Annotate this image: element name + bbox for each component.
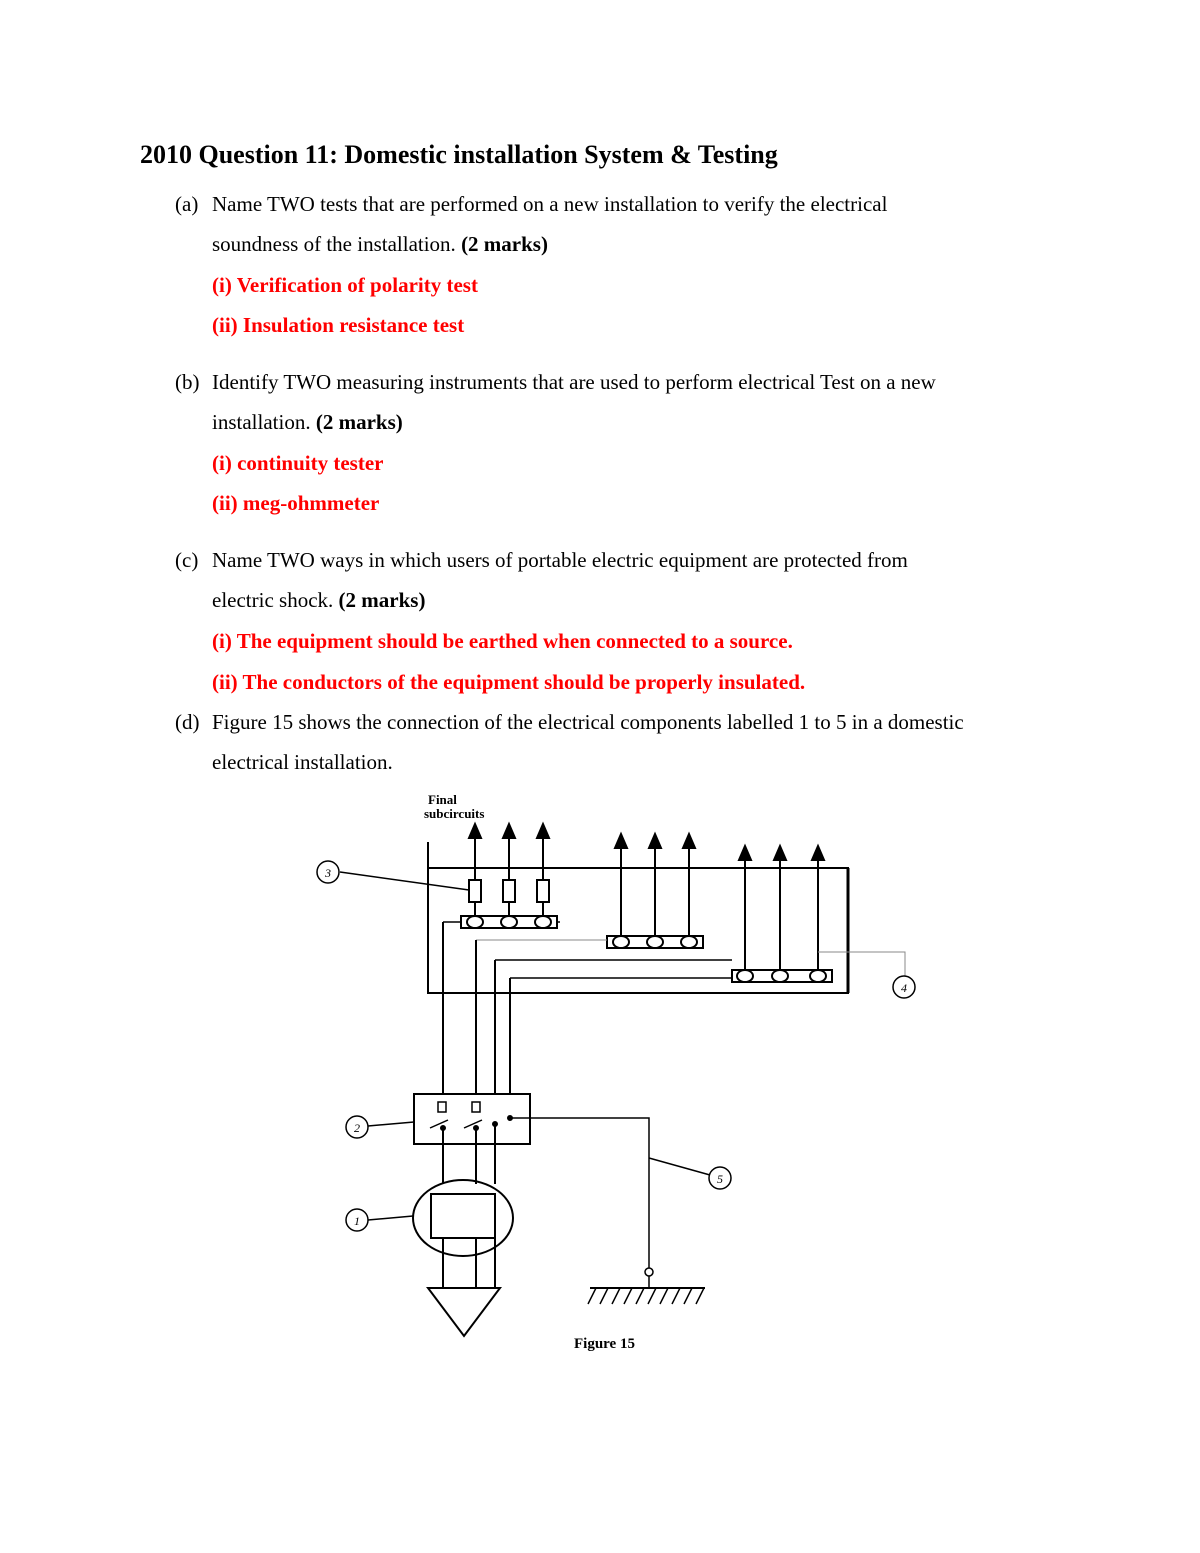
subcircuit-group-1 xyxy=(461,824,557,928)
question-d-label: (d) xyxy=(175,710,200,734)
supply-cable-head xyxy=(428,1288,500,1336)
figure-heading-line2: subcircuits xyxy=(424,806,485,821)
arrow-icon xyxy=(615,834,627,848)
svg-text:4: 4 xyxy=(901,981,907,995)
fuse xyxy=(469,880,481,902)
page-title: 2010 Question 11: Domestic installation System & Testing xyxy=(140,140,778,169)
question-b-marks: (2 marks) xyxy=(315,410,403,434)
question-a-text: soundness of the installation. xyxy=(212,232,456,256)
svg-text:1: 1 xyxy=(354,1214,360,1228)
question-d-text-line1: Figure 15 shows the connection of the electrical components labelled 1 to 5 in a domestic xyxy=(212,710,964,734)
question-a-text-line2 xyxy=(212,232,548,257)
arrow-icon xyxy=(683,834,695,848)
terminal-bar-2 xyxy=(607,936,703,948)
arrow-icon xyxy=(649,834,661,848)
question-c-text-line2 xyxy=(212,588,425,613)
answer-b-i: (i) continuity tester xyxy=(212,451,384,475)
label-5 xyxy=(709,1167,731,1189)
question-c-text: electric shock. xyxy=(212,588,334,612)
question-a-marks: (2 marks) xyxy=(461,232,548,256)
question-a-label: (a) xyxy=(175,192,199,216)
terminal-bar-3 xyxy=(732,970,832,982)
answer-b-ii: (ii) meg-ohmmeter xyxy=(212,491,380,515)
label-3 xyxy=(317,861,339,883)
answer-c-i: (i) The equipment should be earthed when connected to a source. xyxy=(212,629,793,653)
answer-c-ii: (ii) The conductors of the equipment should be properly insulated. xyxy=(212,670,806,694)
svg-text:2: 2 xyxy=(354,1121,360,1135)
figure-heading-line1: Final xyxy=(428,792,457,807)
svg-text:3: 3 xyxy=(325,866,331,880)
subcircuit-group-3 xyxy=(732,846,832,982)
arrow-icon xyxy=(774,846,786,860)
fuse xyxy=(537,880,549,902)
arrow-icon xyxy=(739,846,751,860)
meter xyxy=(431,1194,495,1238)
fuse xyxy=(503,880,515,902)
earth-electrode xyxy=(588,1288,705,1304)
question-c-label: (c) xyxy=(175,548,199,572)
figure-caption: Figure 15 xyxy=(574,1336,635,1352)
meter-enclosure xyxy=(413,1180,513,1256)
question-b-text-line1: Identify TWO measuring instruments that are used to perform electrical Test on a new xyxy=(212,370,936,394)
question-a-text-line1: Name TWO tests that are performed on a new installation to verify the electrical xyxy=(212,192,888,216)
terminal-bar-1 xyxy=(461,916,557,928)
arrow-icon xyxy=(537,824,549,838)
arrow-icon xyxy=(503,824,515,838)
label-2 xyxy=(346,1116,368,1138)
label-1 xyxy=(346,1209,368,1231)
question-c-text-line1: Name TWO ways in which users of portable electric equipment are protected from xyxy=(212,548,908,572)
answer-a-ii: (ii) Insulation resistance test xyxy=(212,313,465,337)
figure-15-diagram xyxy=(0,780,1200,1380)
svg-text:5: 5 xyxy=(717,1172,723,1186)
label-4 xyxy=(893,976,915,998)
subcircuit-group-2 xyxy=(607,834,703,948)
arrow-icon xyxy=(469,824,481,838)
question-b-label: (b) xyxy=(175,370,200,394)
question-c-marks: (2 marks) xyxy=(338,588,426,612)
question-d-text-line2: electrical installation. xyxy=(212,750,393,774)
question-b-text-line2 xyxy=(212,410,403,435)
consumer-unit-box xyxy=(428,868,848,993)
question-b-text: installation. xyxy=(212,410,311,434)
answer-a-i: (i) Verification of polarity test xyxy=(212,273,478,297)
arrow-icon xyxy=(812,846,824,860)
